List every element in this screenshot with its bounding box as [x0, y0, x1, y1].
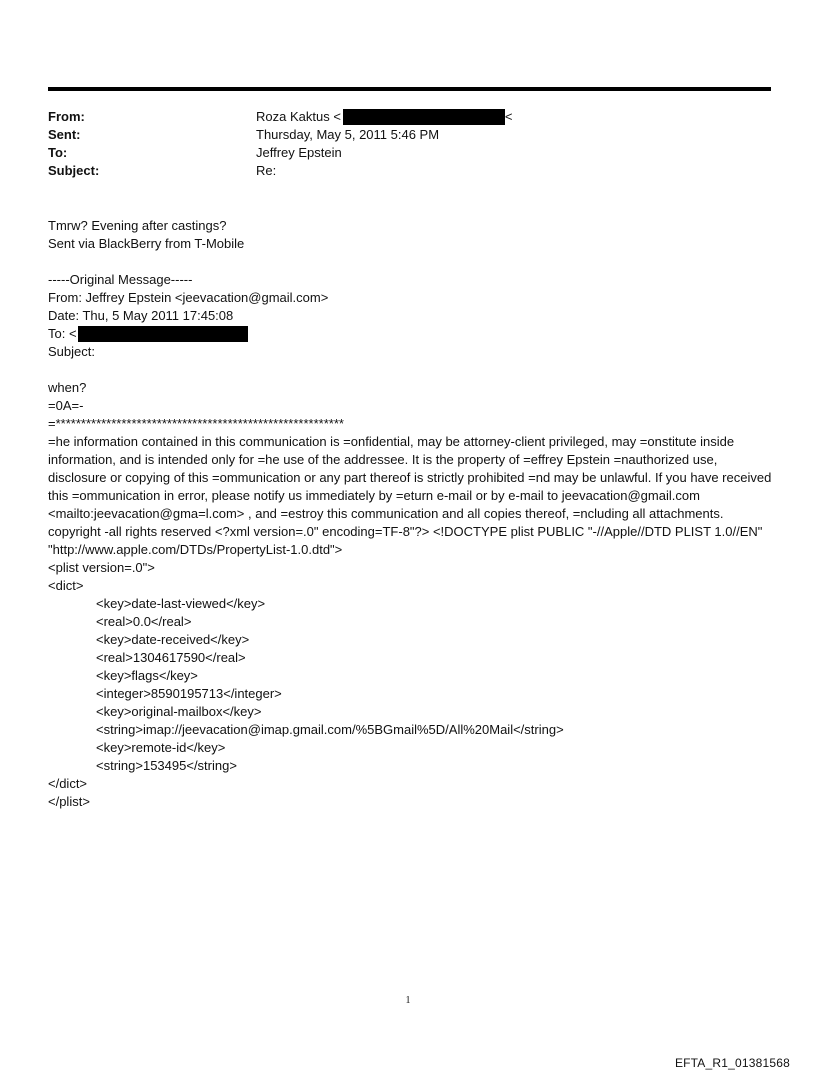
- plist-entry: <real>1304617590</real>: [96, 650, 246, 665]
- from-label: From:: [48, 109, 85, 124]
- plist-entry: <string>153495</string>: [96, 758, 237, 773]
- plist-entry: <key>date-last-viewed</key>: [96, 596, 266, 611]
- sent-value: Thursday, May 5, 2011 5:46 PM: [256, 127, 440, 142]
- email-body: [48, 217, 772, 811]
- to-label: To:: [48, 145, 68, 160]
- email-header: [48, 108, 768, 180]
- plist-entry: <key>date-received</key>: [96, 632, 250, 647]
- reply-signature: Sent via BlackBerry from T-Mobile: [48, 236, 245, 251]
- original-body-line: when?: [48, 380, 87, 395]
- header-divider: [48, 87, 771, 91]
- plist-entry: <integer>8590195713</integer>: [96, 686, 282, 701]
- sent-row: [48, 126, 768, 144]
- plist-entry: <string>imap://jeevacation@imap.gmail.com/%5BGmail%5D/All%20Mail</string>: [96, 722, 564, 737]
- document-id: EFTA_R1_01381568: [674, 1056, 790, 1070]
- plist-entry: <key>remote-id</key>: [96, 740, 226, 755]
- subject-label: Subject:: [48, 163, 100, 178]
- reply-line: Tmrw? Evening after castings?: [48, 218, 227, 233]
- redaction-bar: [78, 326, 248, 342]
- original-separator: -----Original Message-----: [48, 272, 193, 287]
- sent-label: Sent:: [48, 127, 81, 142]
- encoded-line: =0A=-: [48, 398, 84, 413]
- original-to-prefix: To: <: [48, 326, 77, 341]
- to-value: Jeffrey Epstein: [256, 145, 342, 160]
- original-from: From: Jeffrey Epstein <jeevacation@gmail.com>: [48, 290, 329, 305]
- redaction-bar: [343, 109, 505, 125]
- disclaimer-paragraph: =he information contained in this communication is =onfidential, may be attorney-client privileged, may =onstitute inside information, and is intended only for =he use of the addressee. It is the property of =effrey Epstein =nauthorized use, disclosure or copying of this =ommunication or any part thereof is strictly prohibited =nd may be unlawful. If you have received this =ommunication in error, please notify us immediately by =eturn e-mail or by e-mail to jeevacation@gmail.com <mailto:jeevacation@gma=l.com> , and =estroy this communication and all copies thereof, =ncluding all attachments. copyright -all rights reserved <?xml version=.0" encoding=TF-8"?> <!DOCTYPE plist PUBLIC "-//Apple//DTD PLIST 1.0//EN" "http://www.apple.com/DTDs/PropertyList-1.0.dtd">: [48, 434, 772, 557]
- from-row: [48, 108, 768, 126]
- from-value: [256, 108, 513, 126]
- from-sender: Roza Kaktus <: [256, 109, 341, 124]
- subject-value: Re:: [256, 163, 277, 178]
- asterisk-line: =*********************************************************: [48, 416, 344, 431]
- subject-row: [48, 162, 768, 180]
- plist-entry: <key>original-mailbox</key>: [96, 704, 262, 719]
- original-subject: Subject:: [48, 344, 95, 359]
- to-row: [48, 144, 768, 162]
- plist-close: </plist>: [48, 794, 90, 809]
- dict-open: <dict>: [48, 578, 84, 593]
- from-tail: <: [504, 109, 513, 124]
- original-to: [48, 325, 772, 343]
- dict-close: </dict>: [48, 776, 88, 791]
- plist-entry: <key>flags</key>: [96, 668, 198, 683]
- plist-entry: <real>0.0</real>: [96, 614, 192, 629]
- page-number: 1: [405, 995, 411, 1006]
- original-date: Date: Thu, 5 May 2011 17:45:08: [48, 308, 234, 323]
- plist-open: <plist version=.0">: [48, 560, 155, 575]
